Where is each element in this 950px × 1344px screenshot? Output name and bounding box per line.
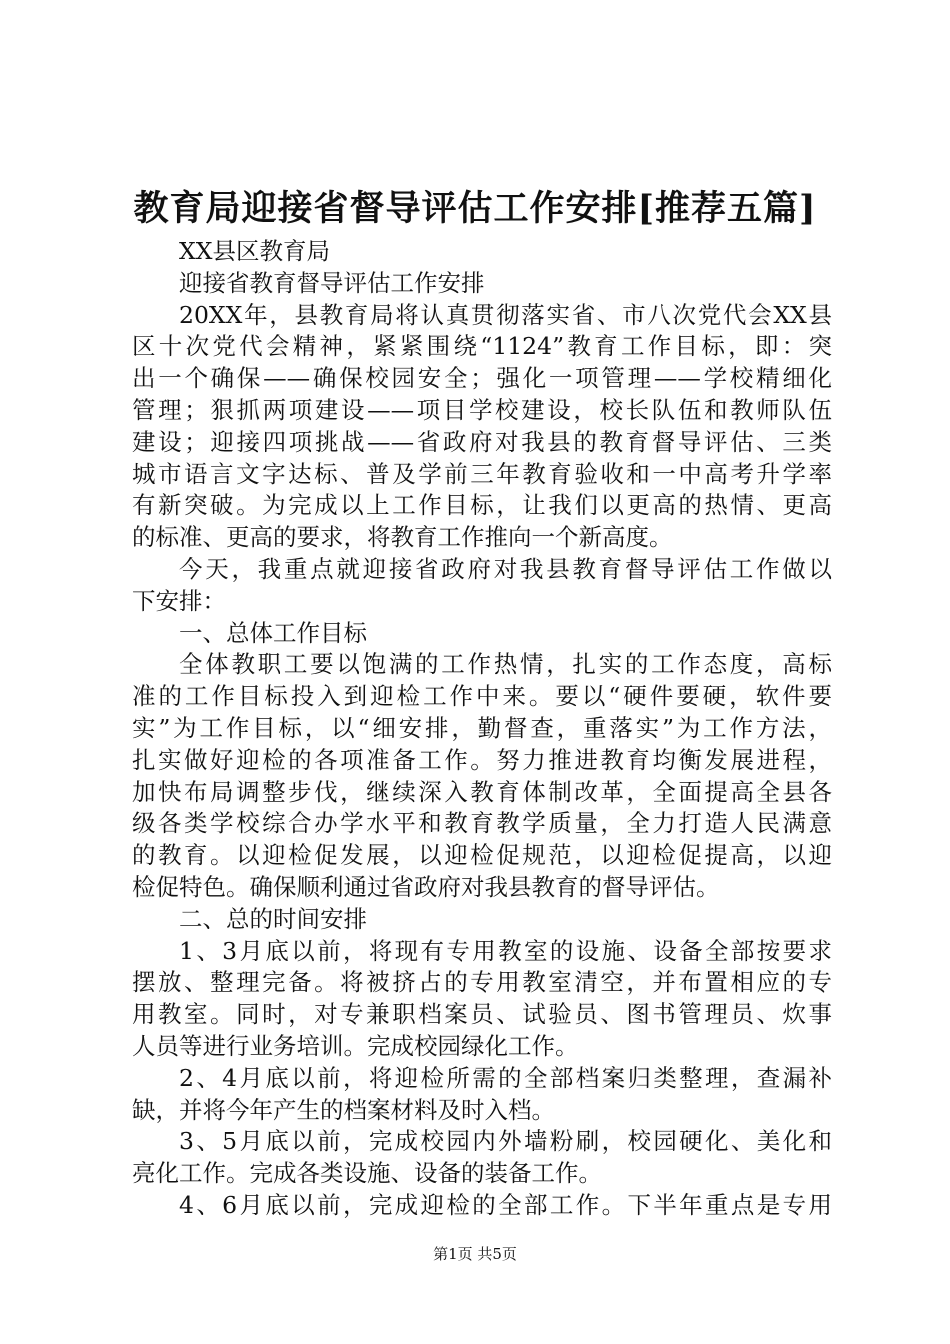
paragraph-line: 今天，我重点就迎接省政府对我县教育督导评估工作做以 xyxy=(179,554,832,583)
paragraph-line: 迎接省教育督导评估工作安排 xyxy=(179,268,485,297)
paragraph-line: XX县区教育局 xyxy=(179,237,330,265)
paragraph-line: 亮化工作。完成各类设施、设备的装备工作。 xyxy=(132,1159,602,1188)
paragraph-line: 摆放、整理完备。将被挤占的专用教室清空，并布置相应的专 xyxy=(132,968,832,997)
paragraph-line: 管理；狠抓两项建设——项目学校建设，校长队伍和教师队伍 xyxy=(132,395,832,424)
paragraph-line: 建设；迎接四项挑战——省政府对我县的教育督导评估、三类 xyxy=(132,427,832,456)
document-body xyxy=(132,236,832,1222)
page-footer: 第1页 共5页 xyxy=(433,1245,517,1263)
document-title: 教育局迎接省督导评估工作安排[推荐五篇] xyxy=(133,188,817,229)
paragraph-line: 扎实做好迎检的各项准备工作。努力推进教育均衡发展进程， xyxy=(132,745,832,774)
paragraph-line: 出一个确保——确保校园安全；强化一项管理——学校精细化 xyxy=(132,364,832,393)
paragraph-line: 准的工作目标投入到迎检工作中来。要以“硬件要硬，软件要 xyxy=(132,682,832,711)
paragraph-line: 区十次党代会精神，紧紧围绕“1124”教育工作目标，即：突 xyxy=(132,332,832,361)
paragraph-line: 3、5月底以前，完成校园内外墙粉刷，校园硬化、美化和 xyxy=(179,1127,832,1156)
paragraph-line: 1、3月底以前，将现有专用教室的设施、设备全部按要求 xyxy=(179,936,832,965)
paragraph-line: 实”为工作目标，以“细安排，勤督查，重落实”为工作方法， xyxy=(132,713,832,742)
paragraph-line: 有新突破。为完成以上工作目标，让我们以更高的热情、更高 xyxy=(132,491,832,520)
paragraph-line: 缺，并将今年产生的档案材料及时入档。 xyxy=(132,1095,555,1124)
paragraph-line: 下安排： xyxy=(132,586,226,615)
paragraph-line: 4、6月底以前，完成迎检的全部工作。下半年重点是专用 xyxy=(179,1190,832,1219)
paragraph-line: 的标准、更高的要求，将教育工作推向一个新高度。 xyxy=(132,523,673,552)
paragraph-line: 二、总的时间安排 xyxy=(179,904,367,933)
paragraph-line: 加快布局调整步伐，继续深入教育体制改革，全面提高全县各 xyxy=(132,777,832,806)
paragraph-line: 城市语言文字达标、普及学前三年教育验收和一中高考升学率 xyxy=(132,459,832,488)
paragraph-line: 全体教职工要以饱满的工作热情，扎实的工作态度，高标 xyxy=(179,650,832,679)
paragraph-line: 的教育。以迎检促发展，以迎检促规范，以迎检促提高，以迎 xyxy=(132,841,832,870)
paragraph-line: 2、4月底以前，将迎检所需的全部档案归类整理，查漏补 xyxy=(179,1063,832,1092)
paragraph-line: 20XX年，县教育局将认真贯彻落实省、市八次党代会XX县 xyxy=(179,300,832,329)
paragraph-line: 用教室。同时，对专兼职档案员、试验员、图书管理员、炊事 xyxy=(132,1000,832,1029)
paragraph-line: 人员等进行业务培训。完成校园绿化工作。 xyxy=(132,1031,579,1060)
paragraph-line: 一、总体工作目标 xyxy=(179,618,367,647)
paragraph-line: 级各类学校综合办学水平和教育教学质量，全力打造人民满意 xyxy=(132,809,832,838)
paragraph-line: 检促特色。确保顺利通过省政府对我县教育的督导评估。 xyxy=(132,872,720,901)
